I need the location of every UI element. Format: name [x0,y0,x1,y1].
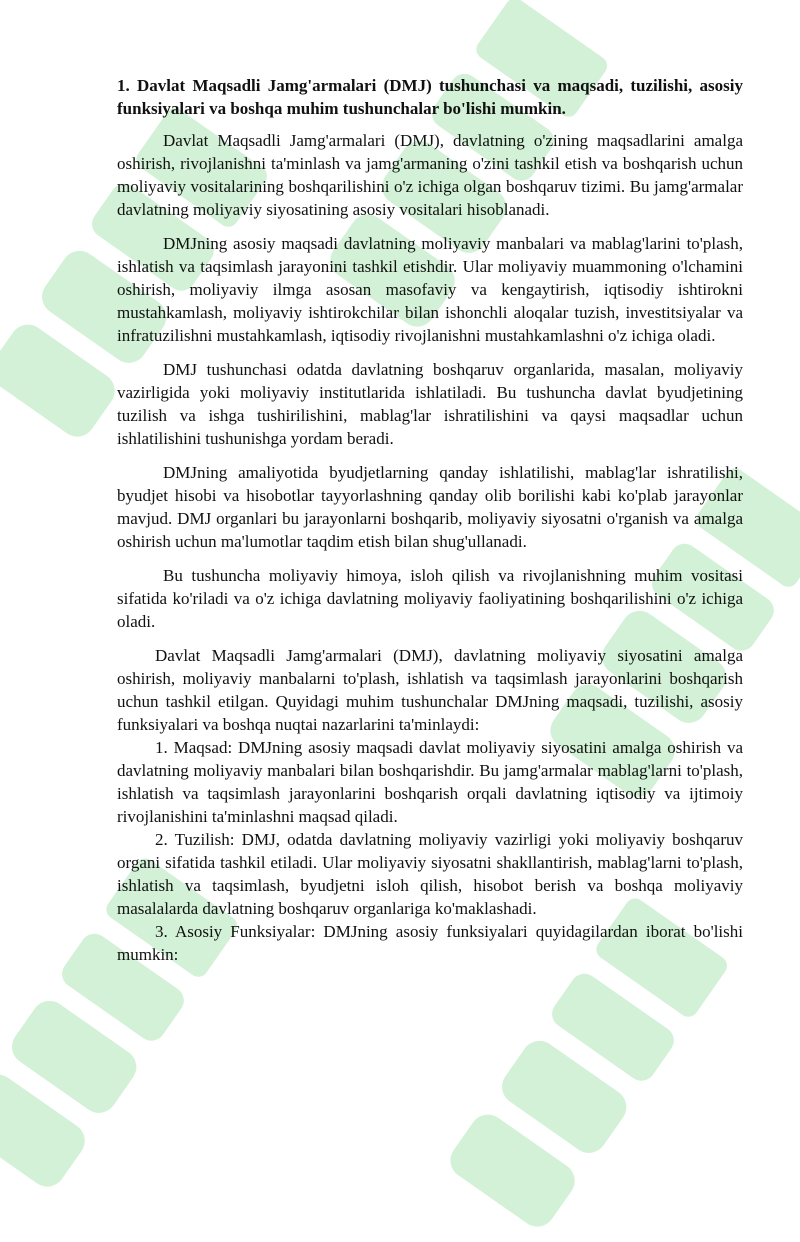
list-item: 3. Asosiy Funksiyalar: DMJning asosiy funksiyalari quyidagilardan iborat bo'lishi mumkin: [117,922,743,964]
paragraph: DMJ tushunchasi odatda davlatning boshqaruv organlarida, masalan, moliyaviy vazirligida yoki moliyaviy institutlarida ishlatiladi. Bu tushuncha davlat byudjetining tuzilish va ishga tushirilishini, mablag'lar ishratilishini va qaysi maqsadlar uchun ishlatilishini tushunishga yordam beradi. [117,360,743,448]
section-heading: 1. Davlat Maqsadli Jamg'armalari (DMJ) tushunchasi va maqsadi, tuzilishi, asosiy funksiyalari va boshqa muhim tushunchalar bo'lishi mumkin. [117,76,743,118]
list-item: 2. Tuzilish: DMJ, odatda davlatning moliyaviy vazirligi yoki moliyaviy boshqaruv organi sifatida tashkil etiladi. Ular moliyaviy siyosatni shakllantirish, mablag'larni to'plash, ishlatish va taqsimlash, byudjetni isloh qilish, hisobot berish va boshqa moliyaviy masalalarda davlatning boshqaruv organlariga ko'maklashadi. [117,830,743,918]
document-body [117,74,743,966]
paragraph: Davlat Maqsadli Jamg'armalari (DMJ), davlatning o'zining maqsadlarini amalga oshirish, rivojlanishni ta'minlash va jamg'armaning o'zini tashkil etish va boshqarish uchun moliyaviy vositalarining boshqarilishini o'z ichiga olgan boshqaruv tizimi. Bu jamg'armalar davlatning moliyaviy siyosatining asosiy vositalari hisoblanadi. [117,131,743,219]
list-item: 1. Maqsad: DMJning asosiy maqsadi davlat moliyaviy siyosatini amalga oshirish va davlatning moliyaviy manbalari bilan boshqarishdir. Bu jamg'armalar mablag'larni to'plash, ishlatish va taqsimlash jarayonlarini boshqarish orqali davlatning iqtisodiy va ijtimoiy rivojlanishini ta'minlashni maqsad qiladi. [117,738,743,826]
intro-paragraph: Davlat Maqsadli Jamg'armalari (DMJ), davlatning moliyaviy siyosatini amalga oshirish, moliyaviy manbalarni to'plash, ishlatish va taqsimlash jarayonlarini boshqarish uchun tashkil etilgan. Quyidagi muhim tushunchalar DMJning maqsadi, tuzilishi, asosiy funksiyalari va boshqa nuqtai nazarlarini ta'minlaydi: [117,646,743,734]
paragraph: DMJning asosiy maqsadi davlatning moliyaviy manbalari va mablag'larini to'plash, ishlatish va taqsimlash jarayonini tashkil etishdir. Ular moliyaviy muammoning o'lchamini oshirish, moliyaviy ilmga asosan masofaviy va kengaytirish, iqtisodiy ishtirokni mustahkamlash, moliyaviy ishtirokchilar bilan ishonchli aloqalar tuzish, investitsiyalar va infratuzilishni mustahkamlash, iqtisodiy rivojlanishni mustahkamlashni o'z ichiga oladi. [117,234,743,345]
paragraph: DMJning amaliyotida byudjetlarning qanday ishlatilishi, mablag'lar ishratilishi, byudjet hisobi va hisobotlar tayyorlashning qanday olib borilishi kabi ko'plab jarayonlar mavjud. DMJ organlari bu jarayonlarni boshqarib, moliyaviy siyosatni o'rganish va amalga oshirish uchun ma'lumotlar taqdim etish bilan shug'ullanadi. [117,463,743,551]
paragraph: Bu tushuncha moliyaviy himoya, isloh qilish va rivojlanishning muhim vositasi sifatida ko'riladi va o'z ichiga davlatning moliyaviy faoliyatining boshqarilishini o'z ichiga oladi. [117,566,743,631]
